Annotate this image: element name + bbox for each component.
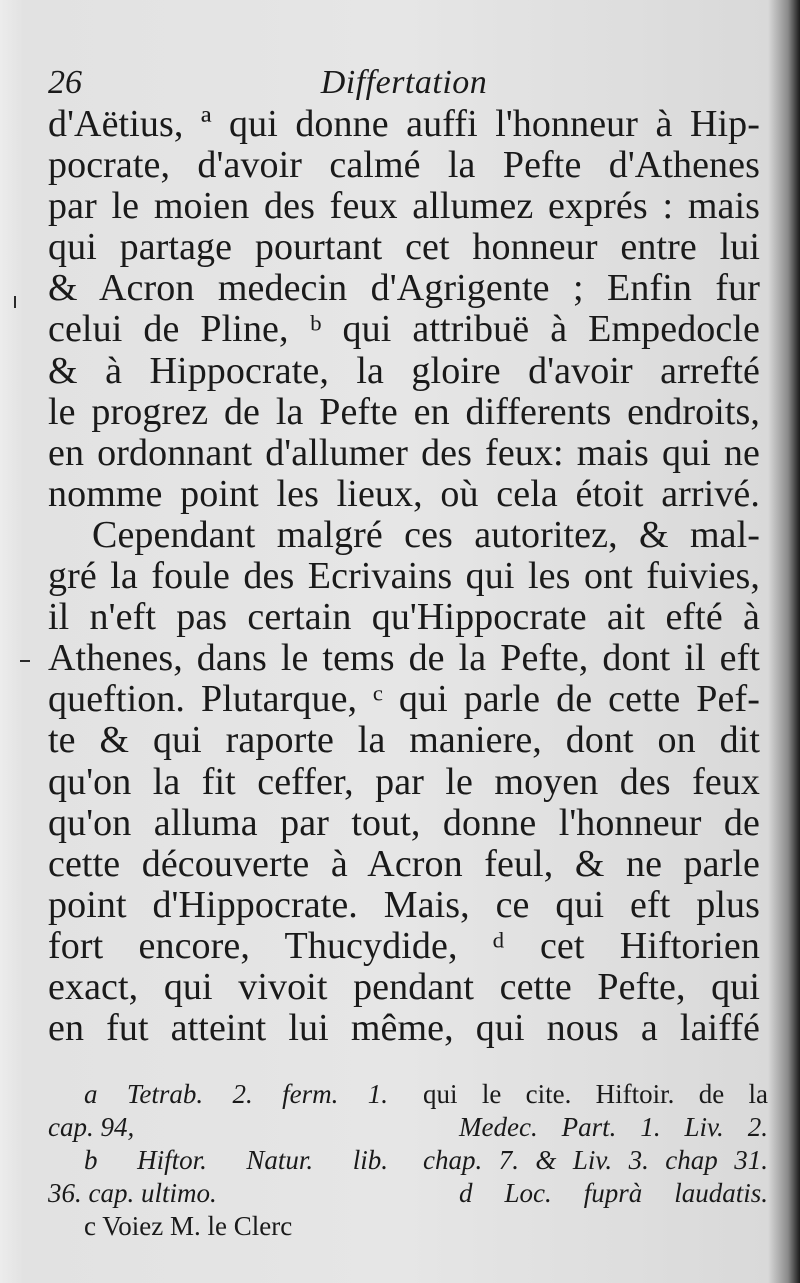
text-line: celui de Pline, ᵇ qui attribuë à Empedocle (48, 308, 760, 351)
footnote-line: chap. 7. & Liv. 3. chap 31. (423, 1145, 768, 1175)
text-line: en fut atteint lui même, qui nous a laiffé (48, 1007, 760, 1050)
text-line: en ordonnant d'allumer des feux: mais qui ne (48, 431, 760, 474)
text-line: le progrez de la Pefte en differents endroits, (48, 390, 760, 433)
main-text (48, 104, 760, 1049)
page-number: 26 (48, 64, 82, 101)
footnote-line: cap. 94, (48, 1112, 135, 1142)
text-line: d'Aëtius, ª qui donne auffi l'honneur à Hip- (48, 103, 760, 145)
text-line: il n'eft pas certain qu'Hippocrate ait efté à (48, 596, 760, 639)
text-line: par le moien des feux allumez exprés : mais (48, 185, 760, 228)
footnote-line: b Hiftor. Natur. lib. (84, 1145, 388, 1175)
text-line: exact, qui vivoit pendant cette Pefte, qui (48, 965, 760, 1008)
text-line: gré la foule des Ecrivains qui les ont fuivies, (48, 555, 760, 598)
footnote-line: qui le cite. Hiftoir. de la (423, 1079, 768, 1109)
footnotes (48, 1078, 768, 1243)
margin-mark (14, 296, 16, 308)
text-line: & à Hippocrate, la gloire d'avoir arrefté (48, 349, 760, 392)
running-title: Differtation (320, 64, 488, 101)
text-line: pocrate, d'avoir calmé la Pefte d'Athenes (48, 144, 760, 187)
text-line: & Acron medecin d'Agrigente ; Enfin fur (48, 267, 760, 310)
page-header (48, 64, 760, 108)
footnote-line: c Voiez M. le Clerc (84, 1211, 293, 1241)
footnote-line: a Tetrab. 2. ferm. 1. (84, 1079, 388, 1109)
footnote-line: Medec. Part. 1. Liv. 2. (459, 1112, 768, 1142)
text-line: Cependant malgré ces autoritez, & mal- (92, 513, 760, 556)
text-line: cette découverte à Acron feul, & ne parle (48, 842, 760, 885)
text-line: Athenes, dans le tems de la Pefte, dont il eft (48, 637, 760, 680)
text-line: qui partage pourtant cet honneur entre lui (48, 226, 760, 269)
text-line: queftion. Plutarque, ᶜ qui parle de cette Pef- (48, 678, 760, 721)
text-line: nomme point les lieux, où cela étoit arrivé. (48, 472, 760, 515)
text-line: fort encore, Thucydide, ᵈ cet Hiftorien (48, 924, 760, 967)
footnotes-left-column (48, 1078, 388, 1243)
margin-mark (20, 660, 30, 662)
text-line: point d'Hippocrate. Mais, ce qui eft plus (48, 883, 760, 926)
footnote-line: d Loc. fuprà laudatis. (459, 1178, 768, 1208)
text-line: qu'on alluma par tout, donne l'honneur de (48, 801, 760, 844)
footnote-line: 36. cap. ultimo. (48, 1178, 217, 1208)
text-line: te & qui raporte la maniere, dont on dit (48, 719, 760, 762)
text-line: qu'on la fit ceffer, par le moyen des feux (48, 760, 760, 803)
footnotes-right-column (423, 1078, 768, 1243)
